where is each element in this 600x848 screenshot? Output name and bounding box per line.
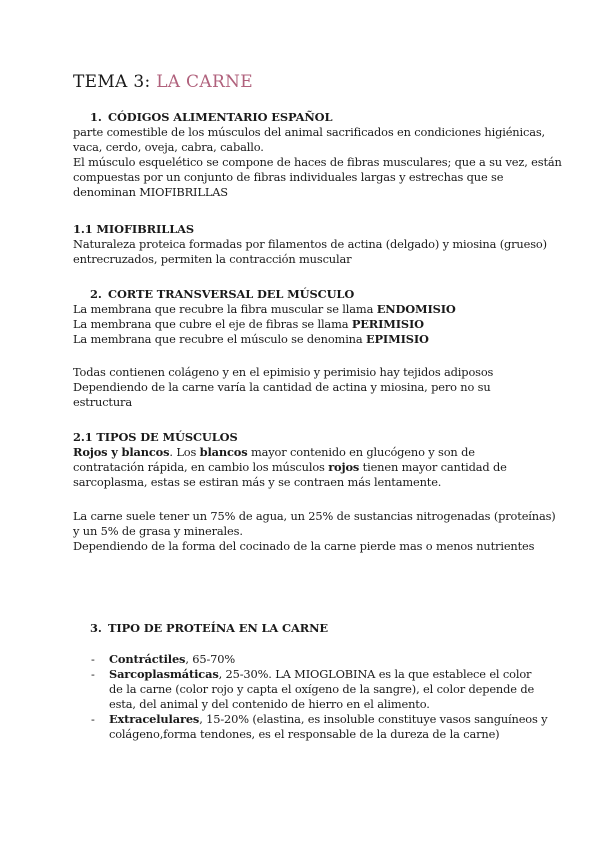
section-3-heading: 3. TIPO DE PROTEÍNA EN LA CARNE	[90, 621, 328, 635]
section-2	[73, 287, 543, 347]
section-2-1	[73, 430, 543, 490]
paragraph-line: contratación rápida, en cambio los músculos rojos tienen mayor cantidad de	[73, 460, 507, 474]
paragraph-line: estructura	[73, 395, 132, 409]
section-1	[73, 110, 562, 200]
paragraph-line: y un 5% de grasa y minerales.	[73, 524, 243, 538]
section-3	[73, 621, 543, 636]
paragraph-line: sarcoplasma, estas se estiran más y se contraen más lentamente.	[73, 475, 442, 489]
section-2-1-notes	[73, 509, 556, 554]
paragraph-line: El músculo esquelético se compone de haces de fibras musculares; que a su vez, están	[73, 155, 562, 169]
page-title	[73, 72, 253, 92]
list-bullet: -	[91, 712, 95, 726]
paragraph-line: Naturaleza proteica formadas por filamentos de actina (delgado) y miosina (grueso)	[73, 237, 547, 251]
membrane-line: La membrana que recubre el músculo se denomina EPIMISIO	[73, 332, 429, 346]
paragraph-line: compuestas por un conjunto de fibras individuales largas y estrechas que se	[73, 170, 504, 184]
section-2-heading: 2. CORTE TRANSVERSAL DEL MÚSCULO	[90, 287, 355, 301]
section-1-1-heading: 1.1 MIOFIBRILLAS	[73, 222, 194, 236]
paragraph-line: vaca, cerdo, oveja, cabra, caballo.	[73, 140, 264, 154]
section-2-notes	[73, 365, 543, 410]
section-1-heading: 1. CÓDIGOS ALIMENTARIO ESPAÑOL	[90, 110, 333, 124]
paragraph-line: entrecruzados, permiten la contracción muscular	[73, 252, 352, 266]
paragraph-line: denominan MIOFIBRILLAS	[73, 185, 228, 199]
paragraph-line: parte comestible de los músculos del animal sacrificados en condiciones higiénicas,	[73, 125, 546, 139]
list-item: - Extracelulares, 15-20% (elastina, es insoluble constituye vasos sanguíneos y colágeno,forma tendones, es el responsable de la dureza de la carne)	[91, 712, 548, 741]
list-item: - Contráctiles, 65-70%	[91, 652, 236, 666]
paragraph-line: Dependiendo de la forma del cocinado de la carne pierde mas o menos nutrientes	[73, 539, 535, 553]
protein-list	[73, 652, 548, 742]
paragraph-line: La carne suele tener un 75% de agua, un 25% de sustancias nitrogenadas (proteínas)	[73, 509, 556, 523]
section-1-1	[73, 222, 547, 267]
section-2-1-heading: 2.1 TIPOS DE MÚSCULOS	[73, 430, 238, 444]
paragraph-line: Todas contienen colágeno y en el epimisio y perimisio hay tejidos adiposos	[73, 365, 494, 379]
list-item: - Sarcoplasmáticas, 25-30%. LA MIOGLOBINA es la que establece el color de la carne (color rojo y capta el oxígeno de la sangre), el color depende de esta, del animal y del contenido de hierro en el alimento.	[91, 667, 535, 711]
paragraph-line: Dependiendo de la carne varía la cantidad de actina y miosina, pero no su	[73, 380, 491, 394]
list-bullet: -	[91, 652, 95, 666]
list-bullet: -	[91, 667, 95, 681]
membrane-line: La membrana que recubre la fibra muscular se llama ENDOMISIO	[73, 302, 456, 316]
title-prefix: TEMA 3:	[73, 72, 157, 92]
paragraph-line: Rojos y blancos. Los blancos mayor contenido en glucógeno y son de	[73, 445, 475, 459]
title-accent: LA CARNE	[156, 72, 253, 92]
membrane-line: La membrana que cubre el eje de fibras se llama PERIMISIO	[73, 317, 424, 331]
